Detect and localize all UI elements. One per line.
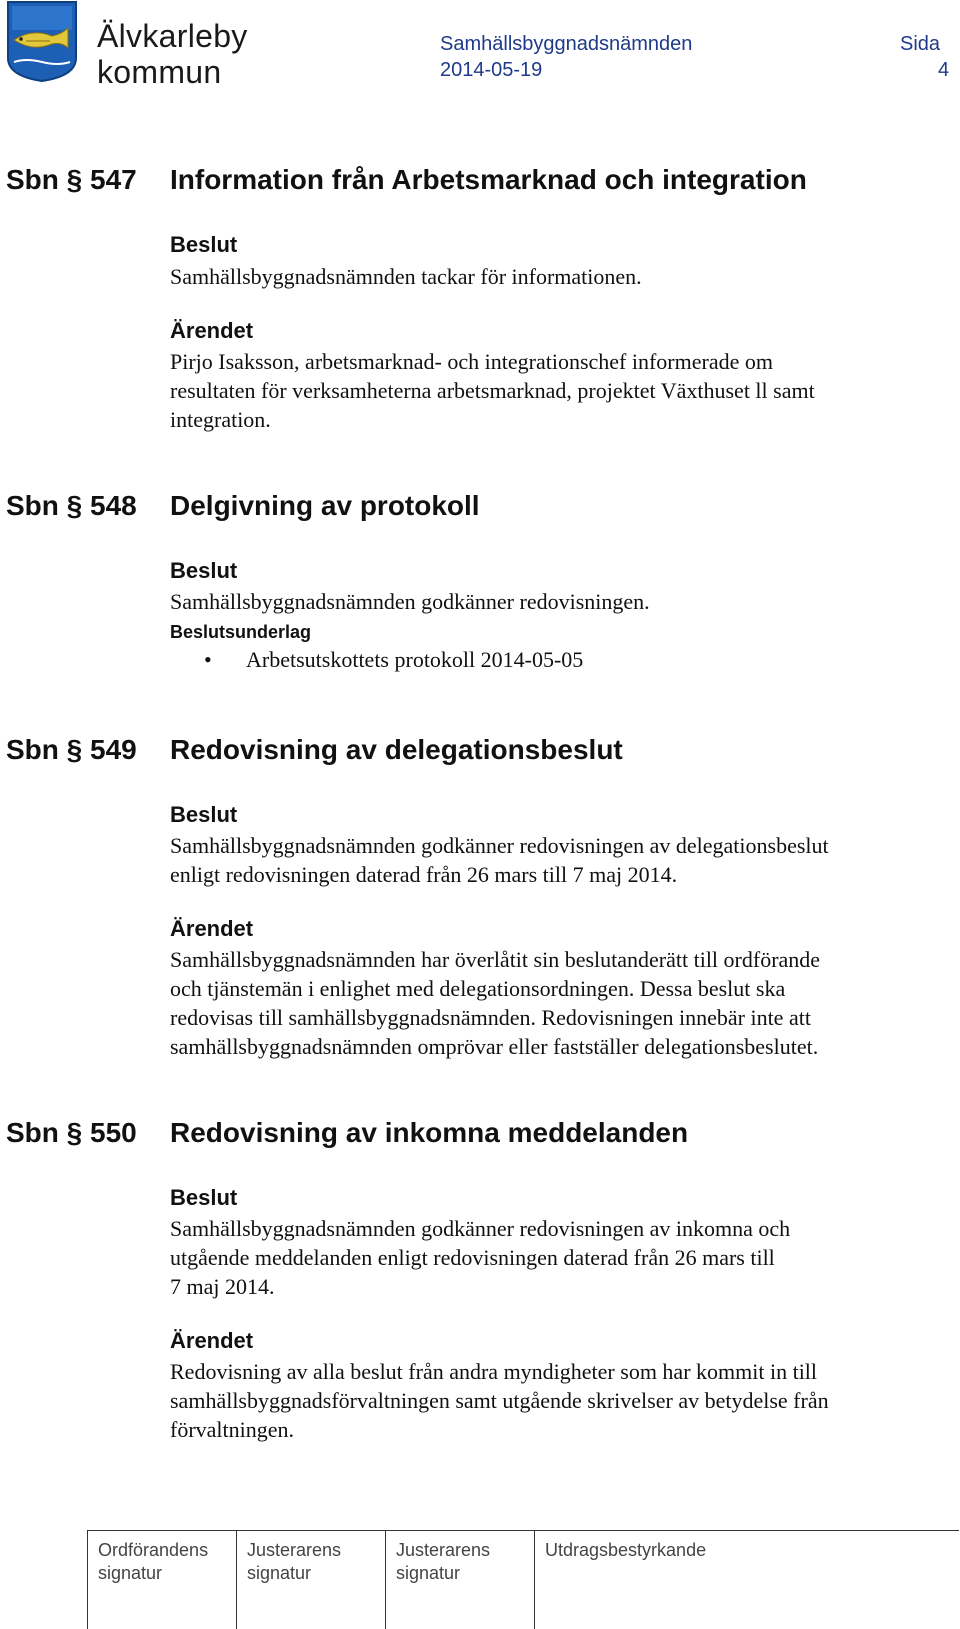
arendet-text-line: förvaltningen. [170,1417,295,1442]
bullet-icon: • [204,647,212,672]
beslut-text-line: enligt redovisningen daterad från 26 mars till 7 maj 2014. [170,862,678,887]
signature-label-line1: Justerarens [247,1540,342,1560]
arendet-text-line: samhällsbyggnadsförvaltningen samt utgående skrivelser av betydelse från [170,1388,829,1413]
signature-table [87,1530,959,1629]
arendet-label: Ärendet [170,318,254,343]
signature-label-line2: signatur [396,1563,461,1583]
signature-label [98,1539,208,1585]
beslut-text: Samhällsbyggnadsnämnden godkänner redovisningen. [170,589,650,614]
signature-cell-chair [87,1531,236,1629]
arendet-text-line: samhällsbyggnadsnämnden omprövar eller fastställer delegationsbeslutet. [170,1034,819,1059]
section-title: Information från Arbetsmarknad och integration [170,164,807,195]
section-title: Delgivning av protokoll [170,490,480,521]
signature-label-line1: Ordförandens [98,1540,209,1560]
beslut-label: Beslut [170,1185,238,1210]
municipal-coat-of-arms-fish-icon [6,0,78,82]
section-number: Sbn § 549 [6,734,137,765]
header-date: 2014-05-19 [440,59,543,81]
section-number: Sbn § 550 [6,1117,137,1148]
beslut-text-line: Samhällsbyggnadsnämnden godkänner redovisningen av inkomna och [170,1216,791,1241]
municipality-name-line1: Älvkarleby [97,18,248,54]
section-number: Sbn § 548 [6,490,137,521]
header-page-label: Sida [900,33,941,55]
arendet-text-line: redovisas till samhällsbyggnadsnämnden. Redovisningen innebär inte att [170,1005,811,1030]
arendet-text-line: och tjänstemän i enlighet med delegationsordningen. Dessa beslut ska [170,976,786,1001]
beslut-text-line: Samhällsbyggnadsnämnden godkänner redovisningen av delegationsbeslut [170,833,829,858]
section-title: Redovisning av delegationsbeslut [170,734,623,765]
section-title: Redovisning av inkomna meddelanden [170,1117,689,1148]
signature-label-line2: signatur [98,1563,163,1583]
beslut-label: Beslut [170,232,238,257]
signature-label [247,1539,341,1585]
section-number: Sbn § 547 [6,164,137,195]
signature-label-line1: Justerarens [396,1540,491,1560]
beslut-label: Beslut [170,802,238,827]
header-page-number: 4 [938,59,950,81]
underlag-item: Arbetsutskottets protokoll 2014-05-05 [246,647,584,672]
signature-cell-adjuster-2 [385,1531,534,1629]
arendet-text-line: Pirjo Isaksson, arbetsmarknad- och integrationschef informerade om [170,349,773,374]
arendet-text-line: resultaten för verksamheterna arbetsmarknad, projektet Växthuset ll samt [170,378,815,403]
arendet-label: Ärendet [170,1328,254,1353]
municipality-name-line2: kommun [97,54,222,90]
beslut-text: Samhällsbyggnadsnämnden tackar för informationen. [170,264,642,289]
signature-label [545,1539,706,1562]
arendet-text-line: Redovisning av alla beslut från andra myndigheter som har kommit in till [170,1359,818,1384]
signature-cell-extract-certification [534,1531,959,1629]
arendet-text-line: integration. [170,407,271,432]
signature-label [396,1539,490,1585]
signature-label-line1: Utdragsbestyrkande [545,1540,707,1560]
arendet-label: Ärendet [170,916,254,941]
header-board-name: Samhällsbyggnadsnämnden [440,33,693,55]
beslut-label: Beslut [170,558,238,583]
signature-label-line2: signatur [247,1563,312,1583]
beslutsunderlag-label: Beslutsunderlag [170,622,312,642]
arendet-text-line: Samhällsbyggnadsnämnden har överlåtit sin beslutanderätt till ordförande [170,947,821,972]
beslut-text-line: 7 maj 2014. [170,1274,275,1299]
beslut-text-line: utgående meddelanden enligt redovisningen daterad från 26 mars till [170,1245,775,1270]
signature-cell-adjuster-1 [236,1531,385,1629]
